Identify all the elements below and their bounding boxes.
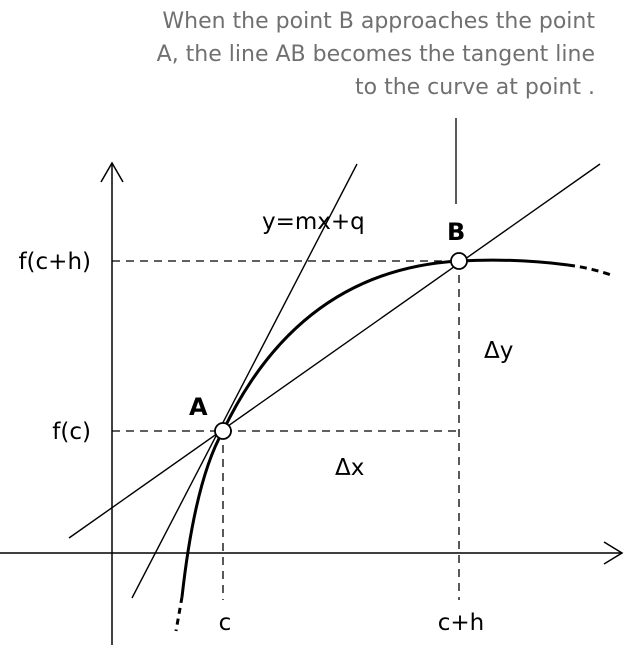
point-a-label: A — [189, 393, 208, 421]
fch-label: f(c+h) — [18, 249, 91, 275]
caption-line-2: A, the line AB becomes the tangent line — [156, 42, 595, 67]
point-a-marker — [215, 423, 231, 439]
caption-line-1: When the point B approaches the point — [162, 9, 595, 34]
tangent-line-label: y=mx+q — [262, 209, 365, 235]
c-tick-label: c — [218, 610, 232, 636]
delta-x-label: Δx — [335, 455, 365, 481]
point-b-marker — [451, 253, 467, 269]
ch-tick-label: c+h — [437, 610, 485, 636]
curve-dashed-upper-end — [568, 265, 614, 276]
caption-line-3: to the curve at point . — [354, 75, 595, 100]
function-curve — [182, 260, 568, 597]
fc-label: f(c) — [52, 419, 91, 445]
curve-dashed-lower-end — [176, 597, 182, 631]
point-b-label: B — [447, 218, 466, 246]
delta-y-label: Δy — [484, 338, 514, 364]
